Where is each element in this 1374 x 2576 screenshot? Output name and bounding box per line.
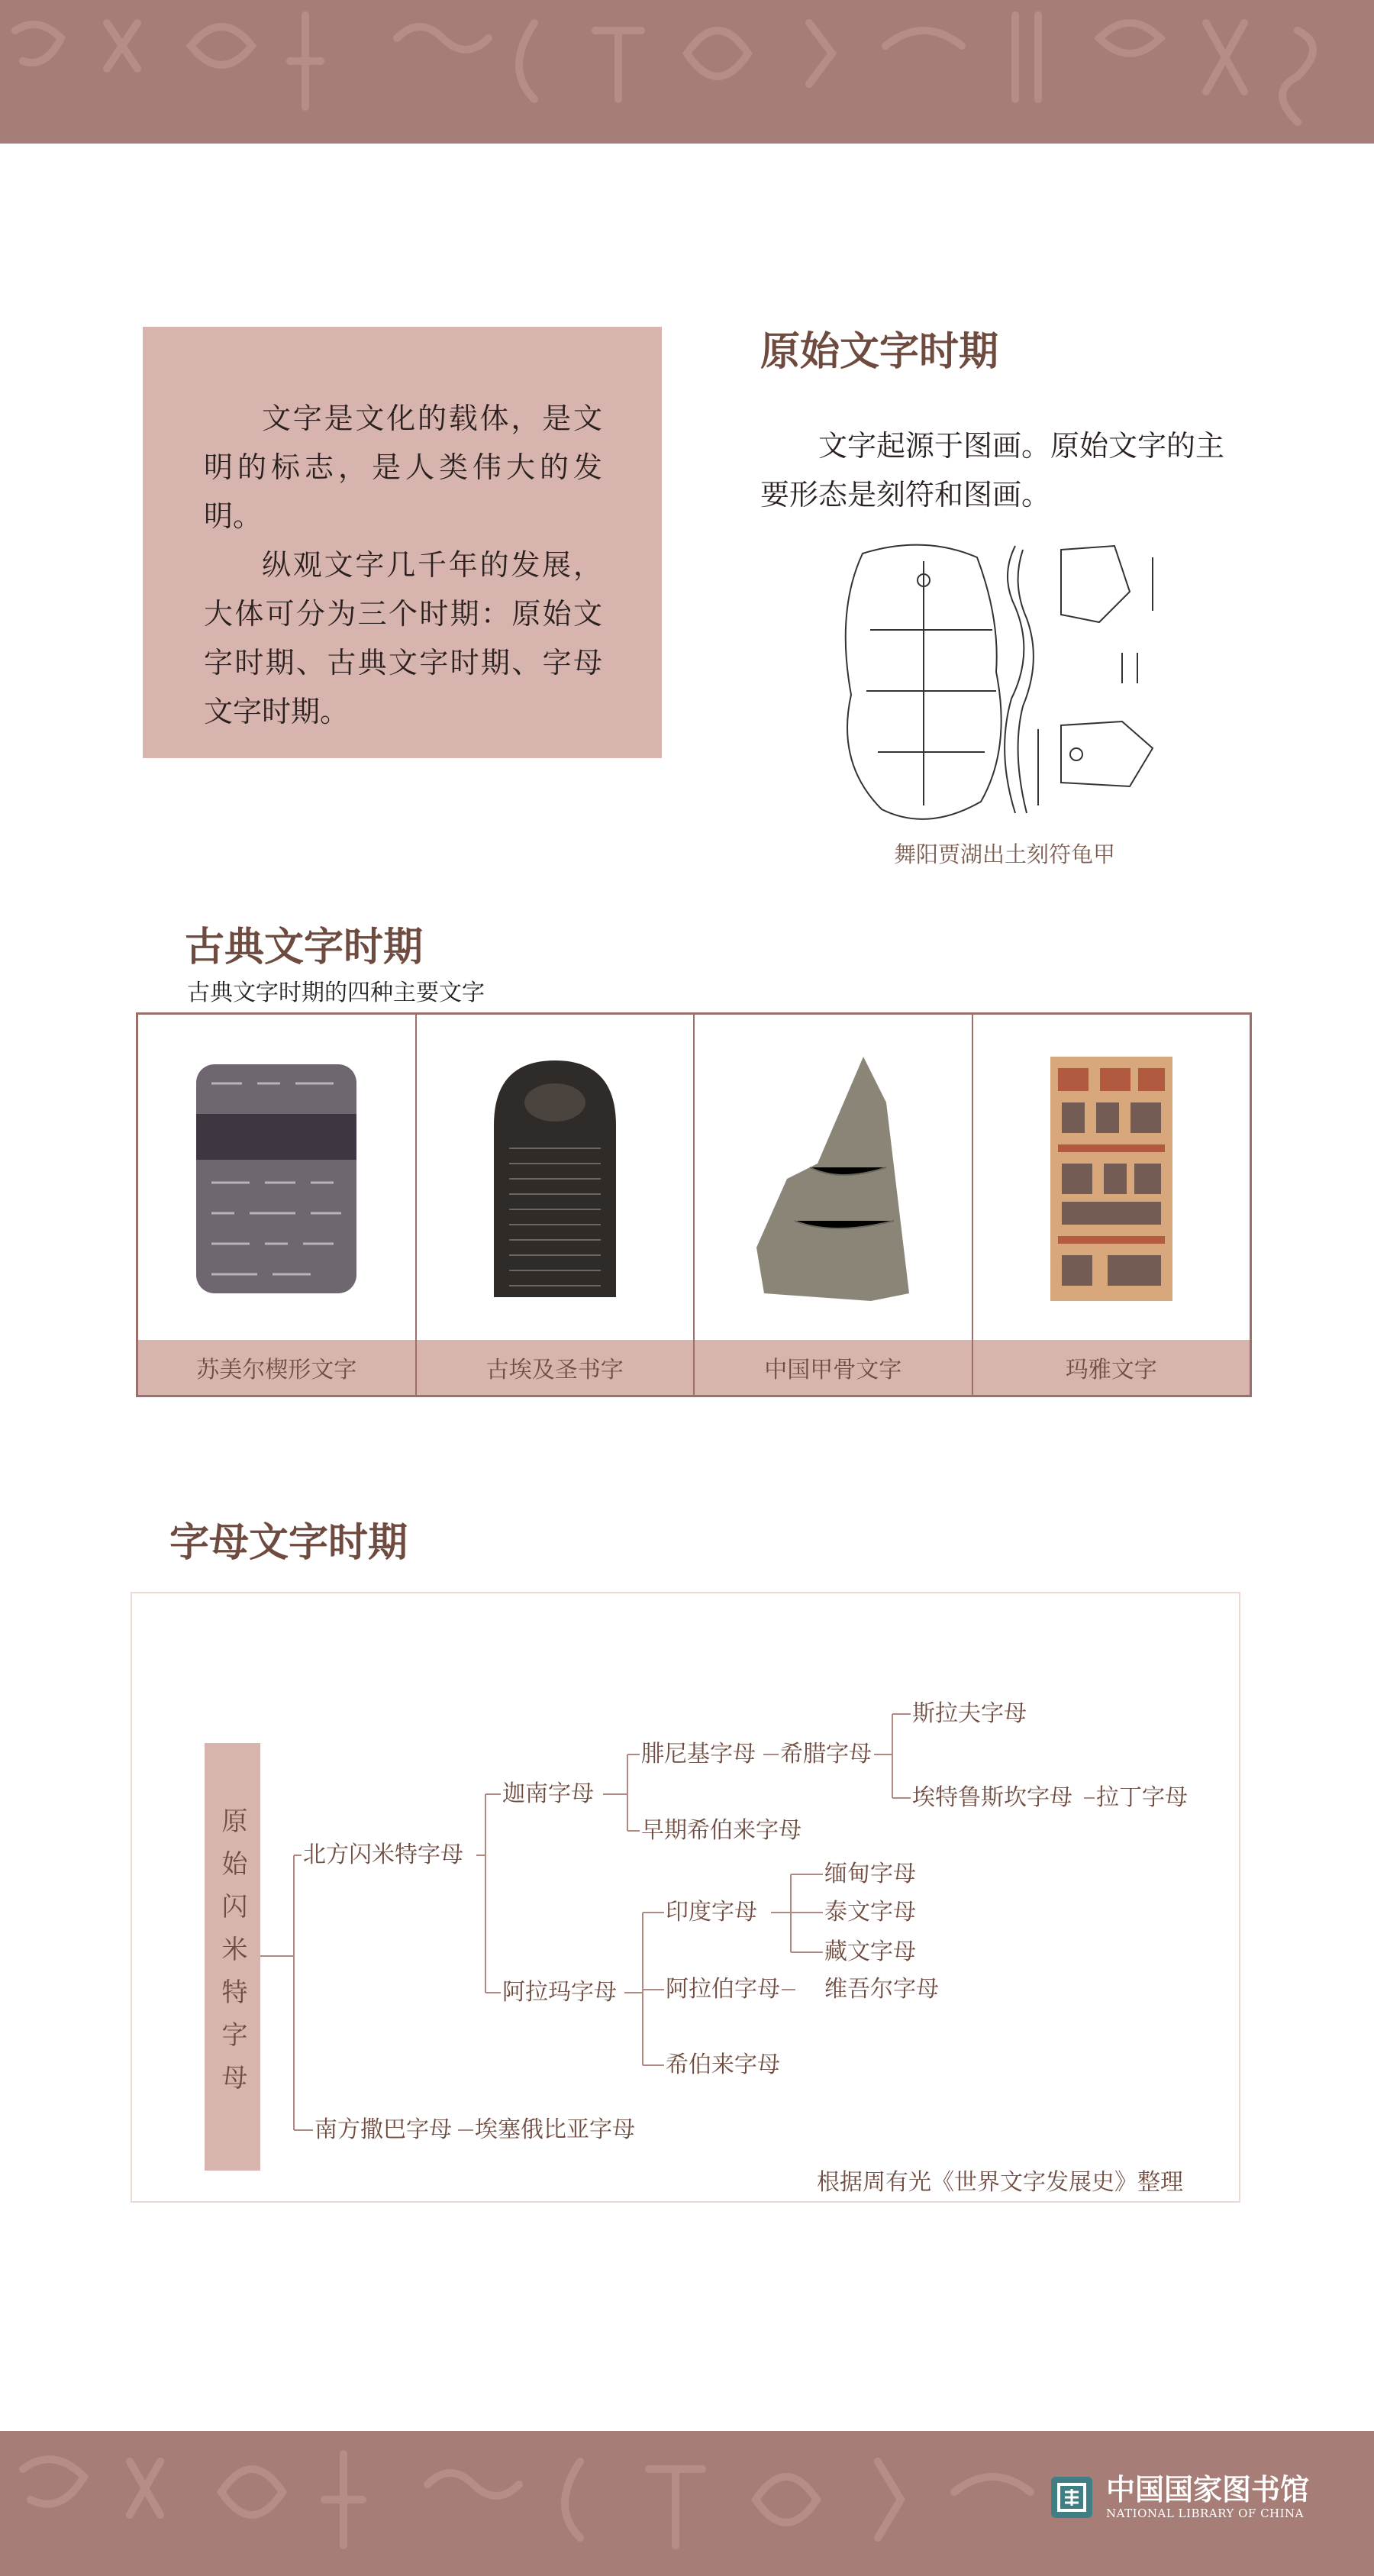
node-south-arabian: 南方撒巴字母 bbox=[314, 2116, 452, 2143]
source-note: 根据周有光《世界文字发展史》整理 bbox=[817, 2169, 1183, 2196]
root-node-label: 原始闪米特字母 bbox=[217, 1807, 247, 2106]
node-aramaic: 阿拉玛字母 bbox=[502, 1979, 617, 2006]
primitive-period-title: 原始文字时期 bbox=[760, 328, 999, 375]
alphabetic-period-title: 字母文字时期 bbox=[169, 1519, 408, 1566]
node-thai: 泰文字母 bbox=[824, 1899, 916, 1926]
library-name-en: NATIONAL LIBRARY OF CHINA bbox=[1106, 2507, 1305, 2520]
node-phoenician: 腓尼基字母 bbox=[641, 1741, 756, 1767]
script-label-oracle-bone: 中国甲骨文字 bbox=[695, 1340, 972, 1395]
node-canaanite: 迦南字母 bbox=[502, 1780, 594, 1807]
node-north-semitic: 北方闪米特字母 bbox=[303, 1842, 463, 1868]
node-ethiopic: 埃塞俄比亚字母 bbox=[475, 2116, 635, 2143]
library-seal-icon bbox=[1050, 2475, 1094, 2520]
intro-paragraph-2: 纵观文字几千年的发展，大体可分为三个时期：原始文字时期、古典文字时期、字母文字时期。 bbox=[204, 548, 602, 728]
classical-period-subtitle: 古典文字时期的四种主要文字 bbox=[187, 980, 485, 1006]
node-uyghur: 维吾尔字母 bbox=[824, 1976, 939, 2003]
node-early-hebrew: 早期希伯来字母 bbox=[641, 1817, 802, 1844]
shell-caption: 舞阳贾湖出土刻符龟甲 bbox=[894, 841, 1116, 867]
script-label-sumerian: 苏美尔楔形文字 bbox=[138, 1340, 415, 1395]
library-logo[interactable] bbox=[1050, 2474, 1309, 2521]
node-hebrew: 希伯来字母 bbox=[666, 2051, 780, 2078]
node-tibetan: 藏文字母 bbox=[824, 1938, 916, 1965]
node-greek: 希腊字母 bbox=[780, 1741, 872, 1767]
node-latin: 拉丁字母 bbox=[1096, 1784, 1188, 1811]
node-cyrillic: 斯拉夫字母 bbox=[912, 1700, 1027, 1727]
node-indian: 印度字母 bbox=[666, 1899, 757, 1926]
node-etruscan: 埃特鲁斯坎字母 bbox=[912, 1784, 1072, 1811]
script-label-egyptian: 古埃及圣书字 bbox=[417, 1340, 694, 1395]
root-node-proto-semitic bbox=[205, 1743, 260, 2171]
node-burmese: 缅甸字母 bbox=[824, 1861, 916, 1887]
primitive-period-text: 文字起源于图画。原始文字的主要形态是刻符和图画。 bbox=[760, 429, 1225, 512]
node-arabic: 阿拉伯字母 bbox=[666, 1976, 780, 2003]
classical-period-title: 古典文字时期 bbox=[185, 924, 424, 970]
script-label-maya: 玛雅文字 bbox=[973, 1340, 1250, 1395]
intro-paragraph-1: 文字是文化的载体，是文明的标志，是人类伟大的发明。 bbox=[204, 402, 602, 533]
library-name-cn: 中国国家图书馆 bbox=[1106, 2472, 1310, 2507]
